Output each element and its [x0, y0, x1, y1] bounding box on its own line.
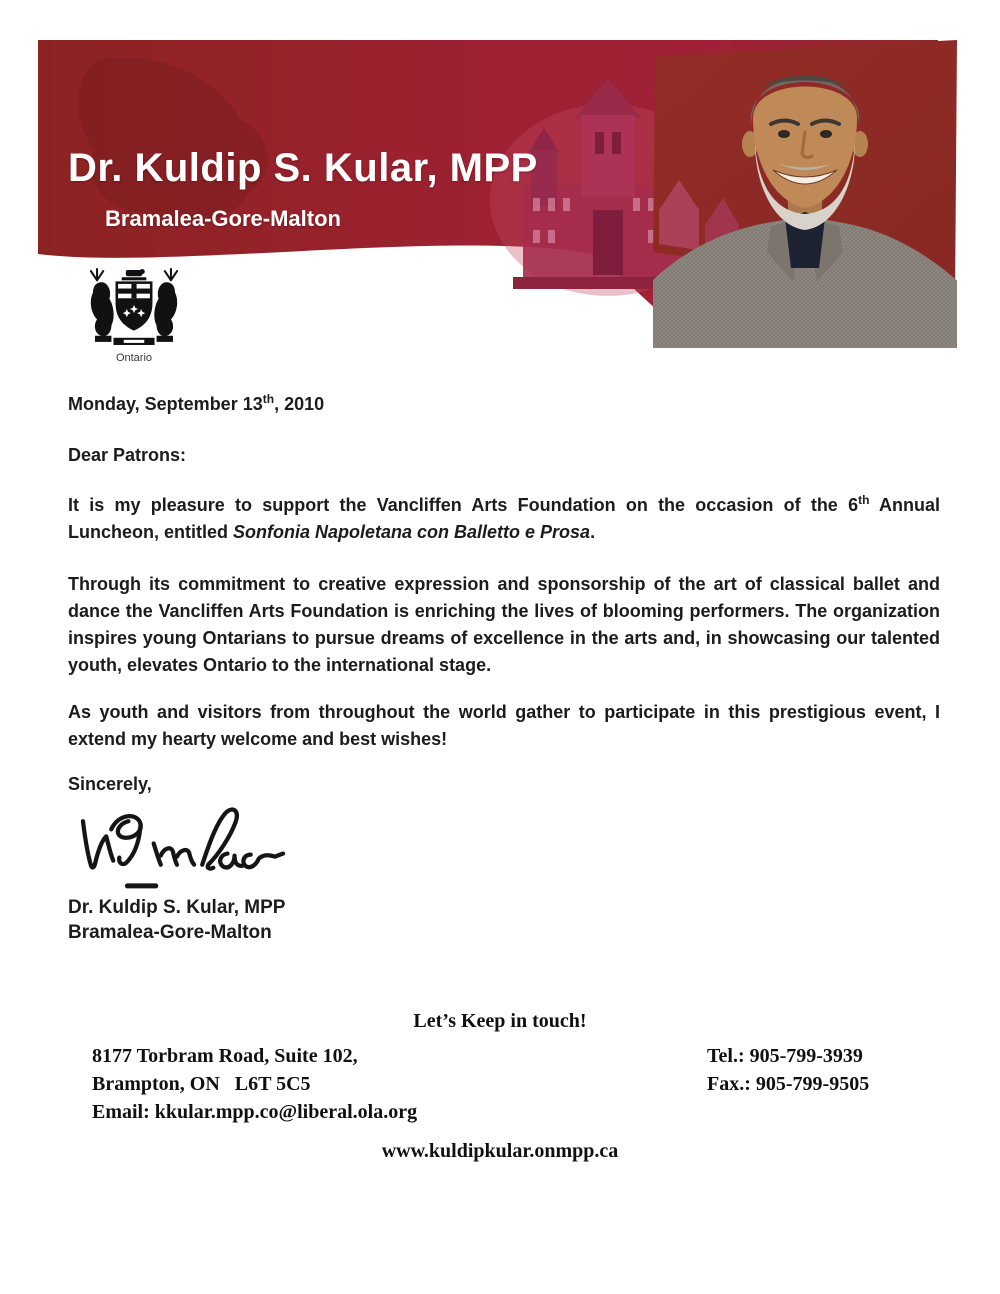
para1-superscript: th	[858, 493, 870, 507]
para1-text-3: .	[590, 522, 596, 542]
footer-telfax	[707, 1042, 869, 1098]
signer-name: Dr. Kuldip S. Kular, MPP	[68, 897, 286, 918]
paragraph-3: As youth and visitors from throughout the world gather to participate in this prestigious event, I extend my hearty welcome and best wishes!	[68, 702, 940, 749]
footer-address-line2: Brampton, ON L6T 5C5	[92, 1073, 311, 1095]
closing: Sincerely,	[68, 774, 152, 794]
banner-title: Dr. Kuldip S. Kular, MPP	[68, 146, 538, 190]
date-line	[68, 391, 940, 418]
ontario-logo-caption: Ontario	[115, 352, 153, 364]
ontario-coat-of-arms-icon	[80, 268, 188, 346]
paragraph-2: Through its commitment to creative expression and sponsorship of the art of classical ballet and dance the Vancliffen Arts Foundation is enriching the lives of blooming performers. The organization inspires young Ontarians to pursue dreams of excellence in the arts and, in showcasing our talented youth, elevates Ontario to the international stage.	[68, 574, 940, 675]
para1-text-1: It is my pleasure to support the Vancliffen Arts Foundation on the occasion of the 6	[68, 495, 859, 515]
signature-block	[68, 895, 940, 945]
footer-tel: Tel.: 905-799-3939	[707, 1045, 863, 1067]
paragraph-1	[68, 492, 940, 546]
signer-riding: Bramalea-Gore-Malton	[68, 922, 272, 943]
portrait-photo-graphic	[653, 40, 957, 348]
signature-image	[68, 799, 940, 895]
para1-text-2: Annual Luncheon, entitled	[68, 495, 940, 542]
date-suffix: , 2010	[274, 394, 325, 414]
footer-tagline: Let’s Keep in touch!	[413, 1010, 587, 1032]
date-text: Monday, September 13	[68, 394, 263, 414]
letter-body	[68, 391, 940, 945]
footer-address	[92, 1042, 417, 1126]
ontario-logo	[80, 268, 188, 364]
salutation: Dear Patrons:	[68, 445, 187, 465]
footer-fax: Fax.: 905-799-9505	[707, 1073, 870, 1095]
footer-email: Email: kkular.mpp.co@liberal.ola.org	[92, 1101, 418, 1123]
footer-address-line1: 8177 Torbram Road, Suite 102,	[92, 1045, 358, 1067]
signature-stroke	[68, 799, 298, 895]
banner-subtitle: Bramalea-Gore-Malton	[105, 206, 341, 231]
footer-website: www.kuldipkular.onmpp.ca	[381, 1140, 619, 1162]
date-superscript: th	[262, 392, 275, 406]
para1-event-title-italic: Sonfonia Napoletana con Balletto e Prosa	[233, 522, 591, 542]
portrait-photo	[653, 40, 957, 348]
